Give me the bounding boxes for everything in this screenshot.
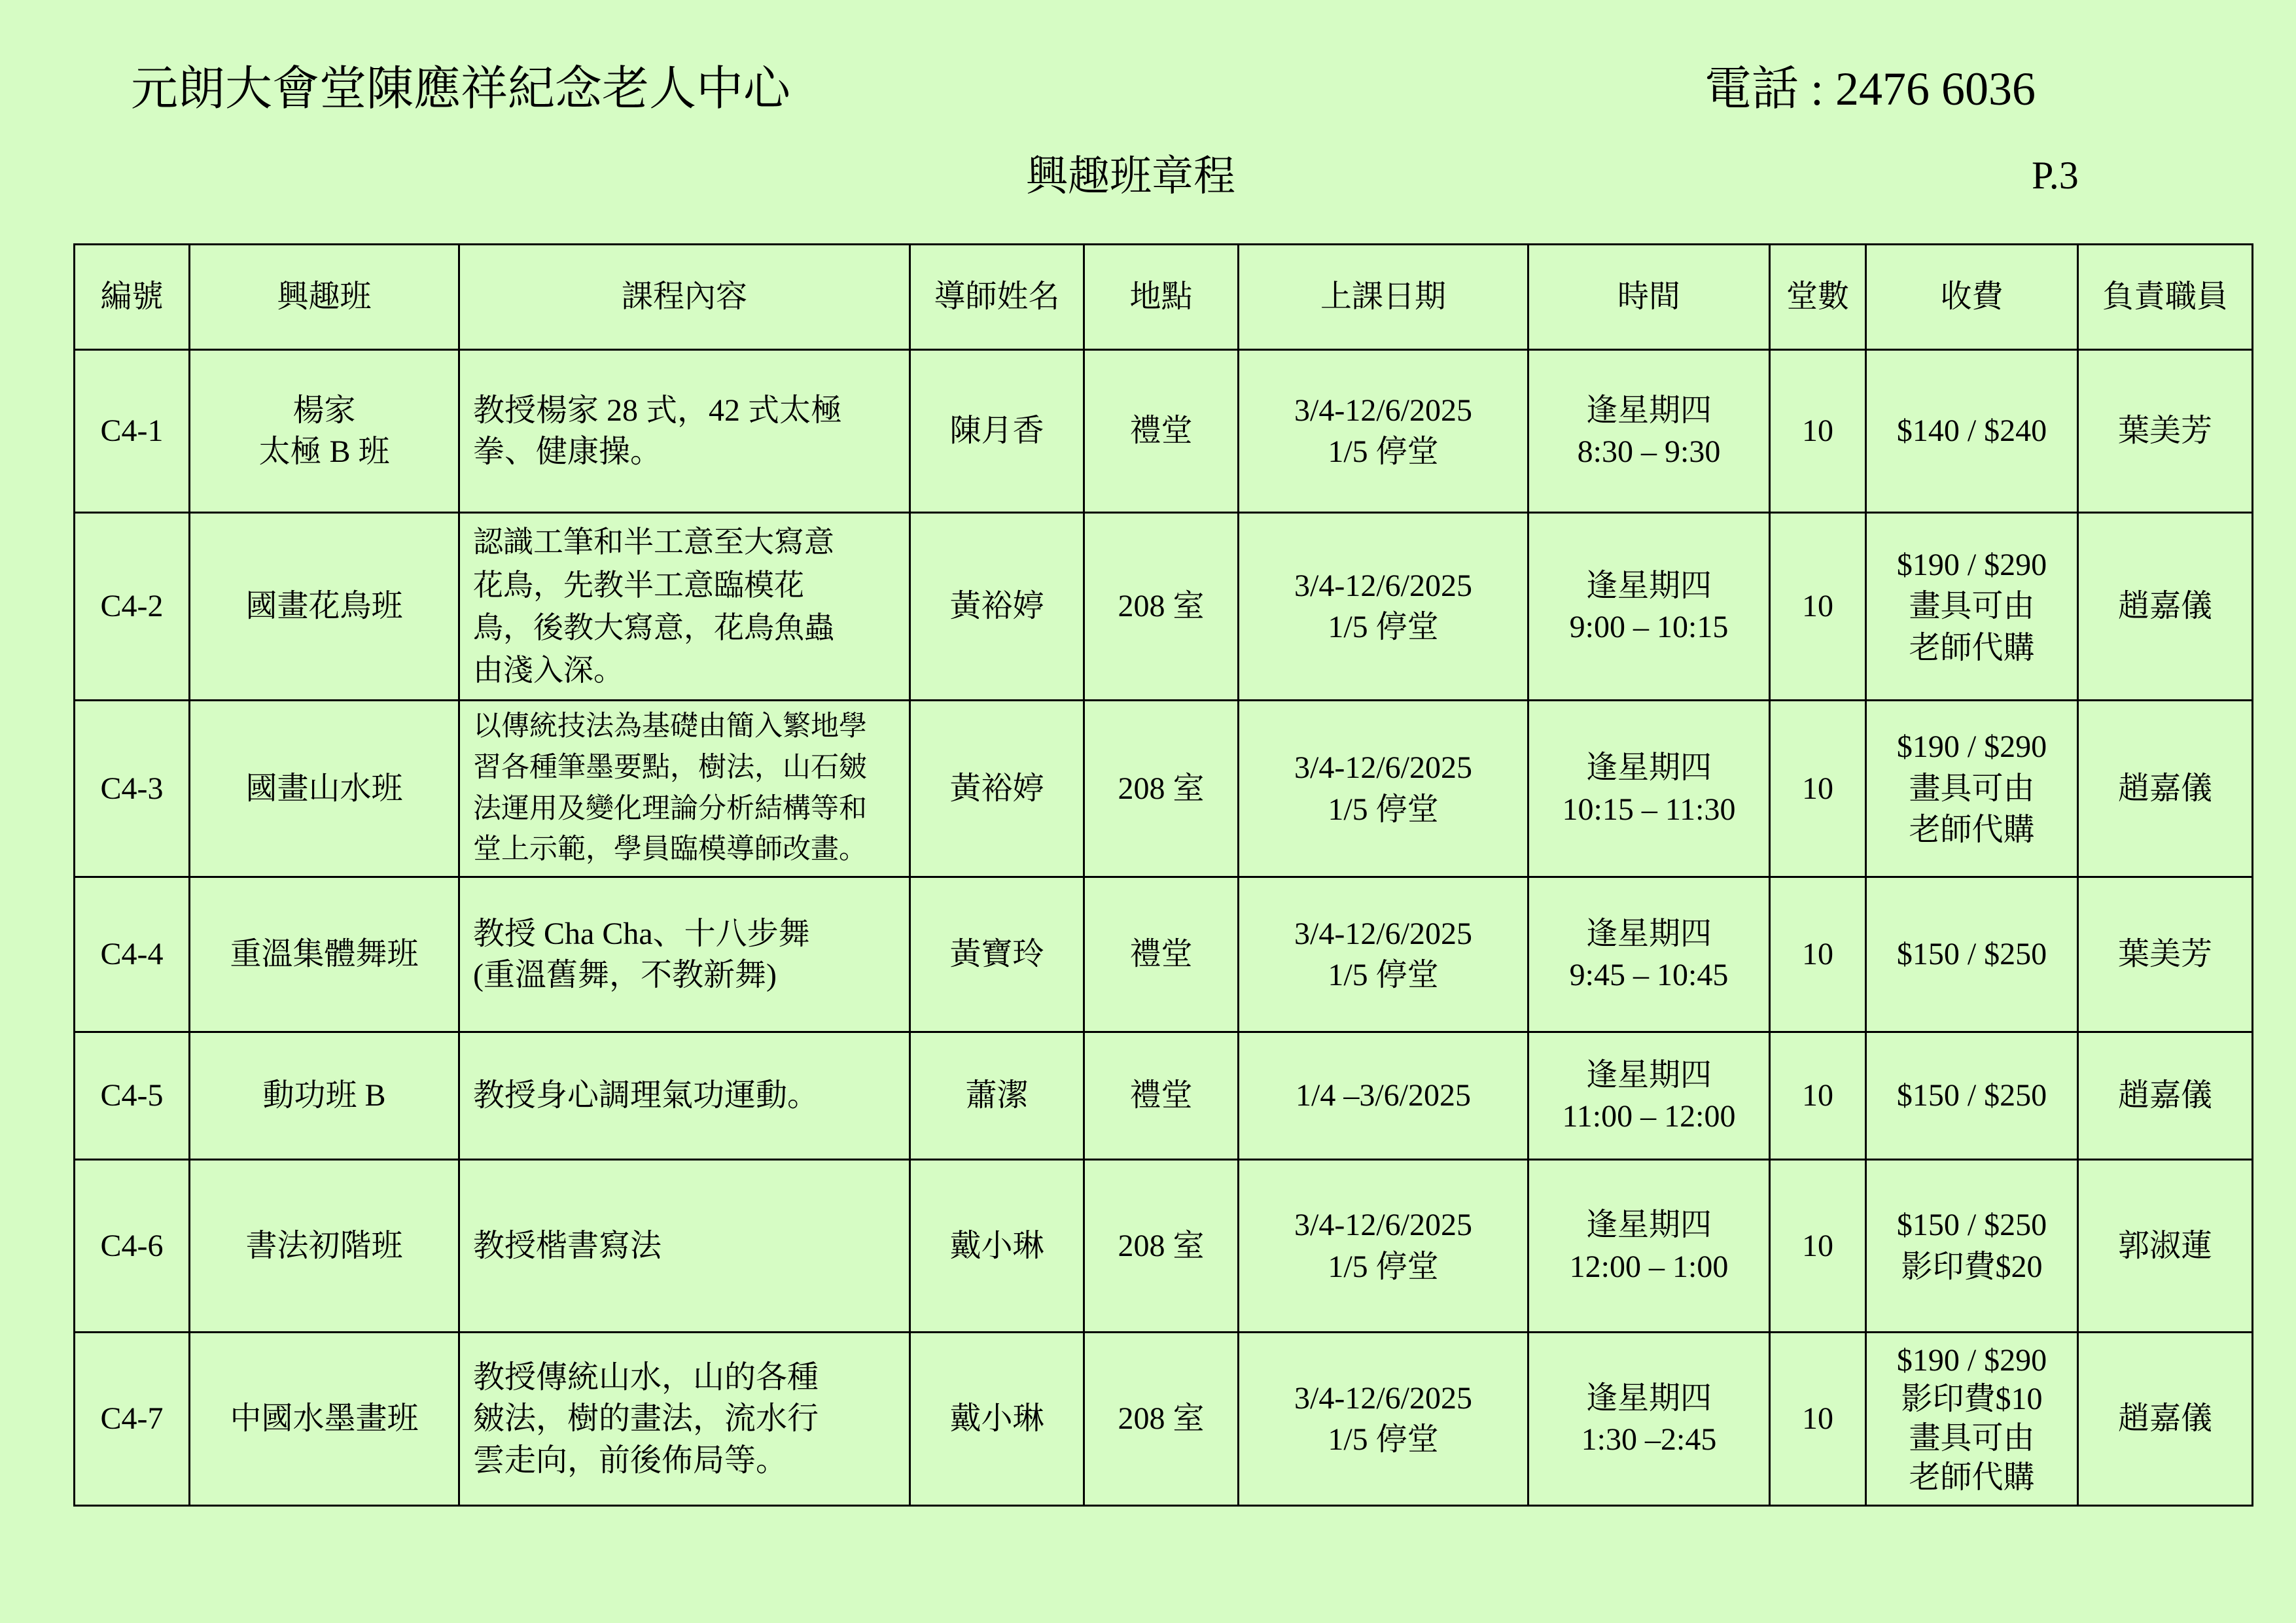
cell-fee: $150 / $250 (1866, 1032, 2078, 1160)
cell-staff: 葉美芳 (2078, 350, 2253, 513)
cell-staff: 趙嘉儀 (2078, 701, 2253, 877)
cell-sessions: 10 (1770, 701, 1866, 877)
cell-time: 逢星期四 9:00 – 10:15 (1528, 513, 1770, 701)
cell-tutor: 黃寶玲 (910, 877, 1084, 1032)
cell-code: C4-7 (75, 1333, 190, 1506)
column-header-class-name: 興趣班 (190, 245, 459, 350)
cell-venue: 禮堂 (1084, 350, 1239, 513)
cell-time: 逢星期四 9:45 – 10:45 (1528, 877, 1770, 1032)
table-row (75, 1032, 2253, 1160)
table-header-row (75, 245, 2253, 350)
cell-dates: 3/4-12/6/2025 1/5 停堂 (1239, 1160, 1528, 1333)
cell-dates: 3/4-12/6/2025 1/5 停堂 (1239, 877, 1528, 1032)
cell-time: 逢星期四 10:15 – 11:30 (1528, 701, 1770, 877)
cell-content: 認識工筆和半工意至大寫意 花鳥，先教半工意臨模花 鳥，後教大寫意，花鳥魚蟲 由淺入深。 (459, 513, 910, 701)
table-row (75, 350, 2253, 513)
cell-dates: 3/4-12/6/2025 1/5 停堂 (1239, 701, 1528, 877)
column-header-staff: 負責職員 (2078, 245, 2253, 350)
cell-staff: 趙嘉儀 (2078, 1032, 2253, 1160)
table-row (75, 1333, 2253, 1506)
column-header-sessions: 堂數 (1770, 245, 1866, 350)
cell-tutor: 黃裕婷 (910, 513, 1084, 701)
cell-code: C4-6 (75, 1160, 190, 1333)
cell-code: C4-3 (75, 701, 190, 877)
cell-sessions: 10 (1770, 877, 1866, 1032)
cell-sessions: 10 (1770, 513, 1866, 701)
cell-time: 逢星期四 1:30 –2:45 (1528, 1333, 1770, 1506)
table-row (75, 877, 2253, 1032)
cell-fee: $190 / $290 畫具可由 老師代購 (1866, 701, 2078, 877)
document-title: 興趣班章程 (1026, 153, 1235, 200)
column-header-fee: 收費 (1866, 245, 2078, 350)
cell-tutor: 戴小琳 (910, 1333, 1084, 1506)
cell-staff: 趙嘉儀 (2078, 513, 2253, 701)
column-header-dates: 上課日期 (1239, 245, 1528, 350)
cell-class-name: 重溫集體舞班 (190, 877, 459, 1032)
column-header-content: 課程內容 (459, 245, 910, 350)
center-name: 元朗大會堂陳應祥紀念老人中心 (131, 63, 791, 115)
cell-content: 教授 Cha Cha、十八步舞 (重溫舊舞，不教新舞) (459, 877, 910, 1032)
column-header-time: 時間 (1528, 245, 1770, 350)
cell-content: 教授楊家 28 式，42 式太極 拳、健康操。 (459, 350, 910, 513)
cell-class-name: 國畫山水班 (190, 701, 459, 877)
cell-code: C4-5 (75, 1032, 190, 1160)
cell-venue: 208 室 (1084, 1333, 1239, 1506)
cell-tutor: 蕭潔 (910, 1032, 1084, 1160)
cell-class-name: 書法初階班 (190, 1160, 459, 1333)
cell-code: C4-1 (75, 350, 190, 513)
cell-dates: 3/4-12/6/2025 1/5 停堂 (1239, 513, 1528, 701)
column-header-tutor: 導師姓名 (910, 245, 1084, 350)
classes-table (73, 243, 2253, 1507)
cell-sessions: 10 (1770, 1160, 1866, 1333)
cell-time: 逢星期四 12:00 – 1:00 (1528, 1160, 1770, 1333)
cell-content: 教授身心調理氣功運動。 (459, 1032, 910, 1160)
table-row (75, 1160, 2253, 1333)
cell-code: C4-4 (75, 877, 190, 1032)
cell-tutor: 陳月香 (910, 350, 1084, 513)
cell-class-name: 動功班 B (190, 1032, 459, 1160)
cell-venue: 208 室 (1084, 1160, 1239, 1333)
phone-number: 電話 : 2476 6036 (1704, 63, 2036, 115)
cell-fee: $150 / $250 (1866, 877, 2078, 1032)
cell-content: 教授傳統山水，山的各種 皴法，樹的畫法，流水行 雲走向，前後佈局等。 (459, 1333, 910, 1506)
cell-venue: 208 室 (1084, 513, 1239, 701)
cell-fee: $190 / $290 畫具可由 老師代購 (1866, 513, 2078, 701)
cell-dates: 3/4-12/6/2025 1/5 停堂 (1239, 350, 1528, 513)
cell-tutor: 黃裕婷 (910, 701, 1084, 877)
cell-staff: 趙嘉儀 (2078, 1333, 2253, 1506)
cell-code: C4-2 (75, 513, 190, 701)
table-row (75, 701, 2253, 877)
cell-venue: 禮堂 (1084, 1032, 1239, 1160)
cell-sessions: 10 (1770, 350, 1866, 513)
cell-content: 以傳統技法為基礎由簡入繁地學 習各種筆墨要點，樹法，山石皴 法運用及變化理論分析結構等和 堂上示範，學員臨模導師改畫。 (459, 701, 910, 877)
cell-staff: 郭淑蓮 (2078, 1160, 2253, 1333)
cell-venue: 禮堂 (1084, 877, 1239, 1032)
cell-time: 逢星期四 11:00 – 12:00 (1528, 1032, 1770, 1160)
cell-sessions: 10 (1770, 1333, 1866, 1506)
cell-class-name: 國畫花鳥班 (190, 513, 459, 701)
cell-time: 逢星期四 8:30 – 9:30 (1528, 350, 1770, 513)
table-row (75, 513, 2253, 701)
cell-venue: 208 室 (1084, 701, 1239, 877)
cell-sessions: 10 (1770, 1032, 1866, 1160)
cell-tutor: 戴小琳 (910, 1160, 1084, 1333)
cell-dates: 3/4-12/6/2025 1/5 停堂 (1239, 1333, 1528, 1506)
cell-class-name: 楊家 太極 B 班 (190, 350, 459, 513)
cell-staff: 葉美芳 (2078, 877, 2253, 1032)
cell-fee: $150 / $250 影印費$20 (1866, 1160, 2078, 1333)
column-header-venue: 地點 (1084, 245, 1239, 350)
cell-content: 教授楷書寫法 (459, 1160, 910, 1333)
cell-fee: $140 / $240 (1866, 350, 2078, 513)
cell-class-name: 中國水墨畫班 (190, 1333, 459, 1506)
page-number: P.3 (2032, 154, 2079, 197)
column-header-code: 編號 (75, 245, 190, 350)
cell-dates: 1/4 –3/6/2025 (1239, 1032, 1528, 1160)
cell-fee: $190 / $290 影印費$10 畫具可由 老師代購 (1866, 1333, 2078, 1506)
